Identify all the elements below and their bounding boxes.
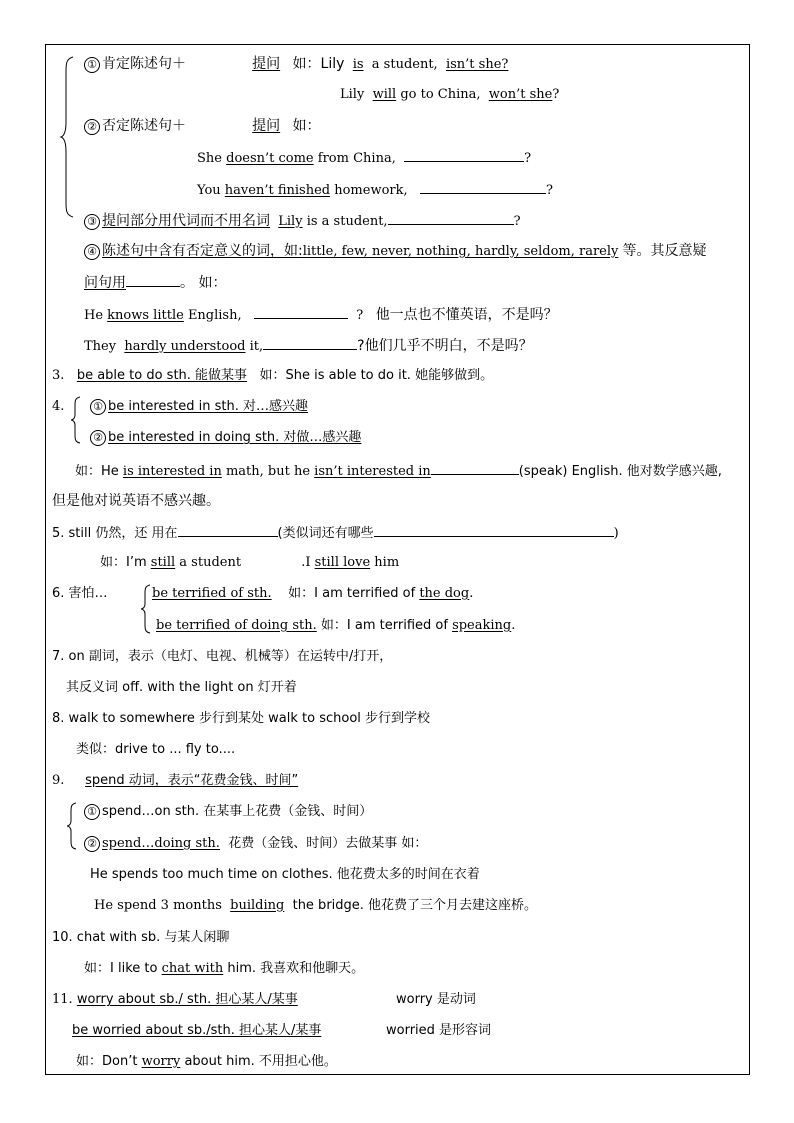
answer-blank: [254, 305, 348, 319]
circled-number-3: ③: [84, 214, 100, 230]
line-22: 8. walk to somewhere 步行到某处 walk to school 步行到学校: [52, 711, 431, 726]
line-4: She doesn’t come from China, ?: [197, 148, 531, 168]
line-16: 5. still 仍然，还 用在 (类似词还有哪些 ): [52, 523, 619, 543]
line-12: 4.: [52, 399, 65, 414]
circled-number-2: ②: [84, 836, 100, 852]
line-27: He spends too much time on clothes. 他花费太多的时间在衣着: [90, 867, 480, 882]
line-3: ② 否定陈述句＋ 提问 如：: [84, 117, 321, 136]
answer-blank: [126, 273, 180, 287]
left-brace-item-9: [66, 802, 78, 850]
line-32-note: worried 是形容词: [386, 1023, 492, 1038]
line-15: 但是他对说英语不感兴趣。: [52, 493, 220, 509]
circled-number-1: ①: [90, 399, 106, 415]
circled-number-4: ④: [84, 244, 100, 260]
left-brace-item-4: [70, 396, 82, 444]
line-8: 问句用 。 如：: [84, 275, 227, 291]
line-19: be terrified of doing sth. 如：I am terrified of speaking.: [156, 618, 516, 633]
answer-blank: [388, 211, 514, 225]
blank-tag: 提问: [252, 56, 281, 72]
answer-blank: [263, 336, 357, 350]
line-31-note: worry 是动词: [396, 992, 476, 1007]
line-7: ④ 陈述句中含有否定意义的词，如:little, few, never, nothing, hardly, seldom, rarely 等。其反意疑: [84, 242, 707, 261]
answer-blank: [420, 180, 546, 194]
left-brace-large: [60, 56, 76, 218]
line-2: Lily will go to China, won’t she?: [340, 87, 560, 102]
line-21: 其反义词 off. with the light on 灯开着: [66, 680, 297, 695]
left-brace-item-6: [140, 584, 152, 634]
line-33: 如：Don’t worry about him. 不用担心他。: [76, 1054, 337, 1069]
line-31: 11. worry about sb./ sth. 担心某人/某事: [52, 992, 298, 1007]
answer-blank: [431, 461, 519, 475]
line-17: 如：I’m still a student .I still love him: [100, 555, 400, 570]
line-18: 6. 害怕…: [52, 586, 108, 601]
line-26: ② spend…doing sth. 花费（金钱、时间）去做某事 如：: [84, 835, 427, 853]
circled-number-2: ②: [84, 119, 100, 135]
line-9: He knows little English, ? 他一点也不懂英语，不是吗？: [84, 307, 558, 323]
line-29: 10. chat with sb. 与某人闲聊: [52, 930, 230, 945]
line-18-content: be terrified of sth. 如：I am terrified of the dog.: [152, 586, 474, 601]
answer-blank: [374, 523, 614, 537]
line-20: 7. on 副词，表示（电灯、电视、机械等）在运转中/打开，: [52, 649, 393, 664]
line-25: ① spend…on sth. 在某事上花费（金钱、时间）: [84, 803, 372, 821]
line-24: 9. spend 动词，表示“花费金钱、时间”: [52, 773, 299, 788]
line-10: They hardly understood it, ?他们几乎不明白，不是吗？: [84, 338, 533, 354]
line-12-content: ① be interested in sth. 对…感兴趣: [90, 398, 308, 416]
line-11: 3. be able to do sth. 能做某事 如：She is able to do it. 她能够做到。: [52, 368, 494, 383]
circled-number-2: ②: [90, 430, 106, 446]
line-13: ② be interested in doing sth. 对做…感兴趣: [90, 429, 361, 447]
line-23: 类似：drive to ... fly to....: [76, 742, 236, 757]
line-32: be worried about sb./sth. 担心某人/某事: [72, 1023, 322, 1038]
circled-number-1: ①: [84, 804, 100, 820]
line-28: He spend 3 months building the bridge. 他花费了三个月去建这座桥。: [94, 898, 538, 913]
line-6: ③ 提问部分用代词而不用名词 Lily is a student, ?: [84, 211, 521, 231]
answer-blank: [404, 148, 524, 162]
line-5: You haven’t finished homework, ?: [197, 180, 553, 200]
line-14: 如：He is interested in math, but he isn’t interested in (speak) English. 他对数学感兴趣,: [75, 461, 722, 481]
answer-blank: [178, 523, 278, 537]
line-30: 如：I like to chat with him. 我喜欢和他聊天。: [84, 961, 365, 976]
line-1: ① 肯定陈述句＋ 提问 如：Lily is a student, isn’t she?: [84, 55, 508, 74]
circled-number-1: ①: [84, 57, 100, 73]
